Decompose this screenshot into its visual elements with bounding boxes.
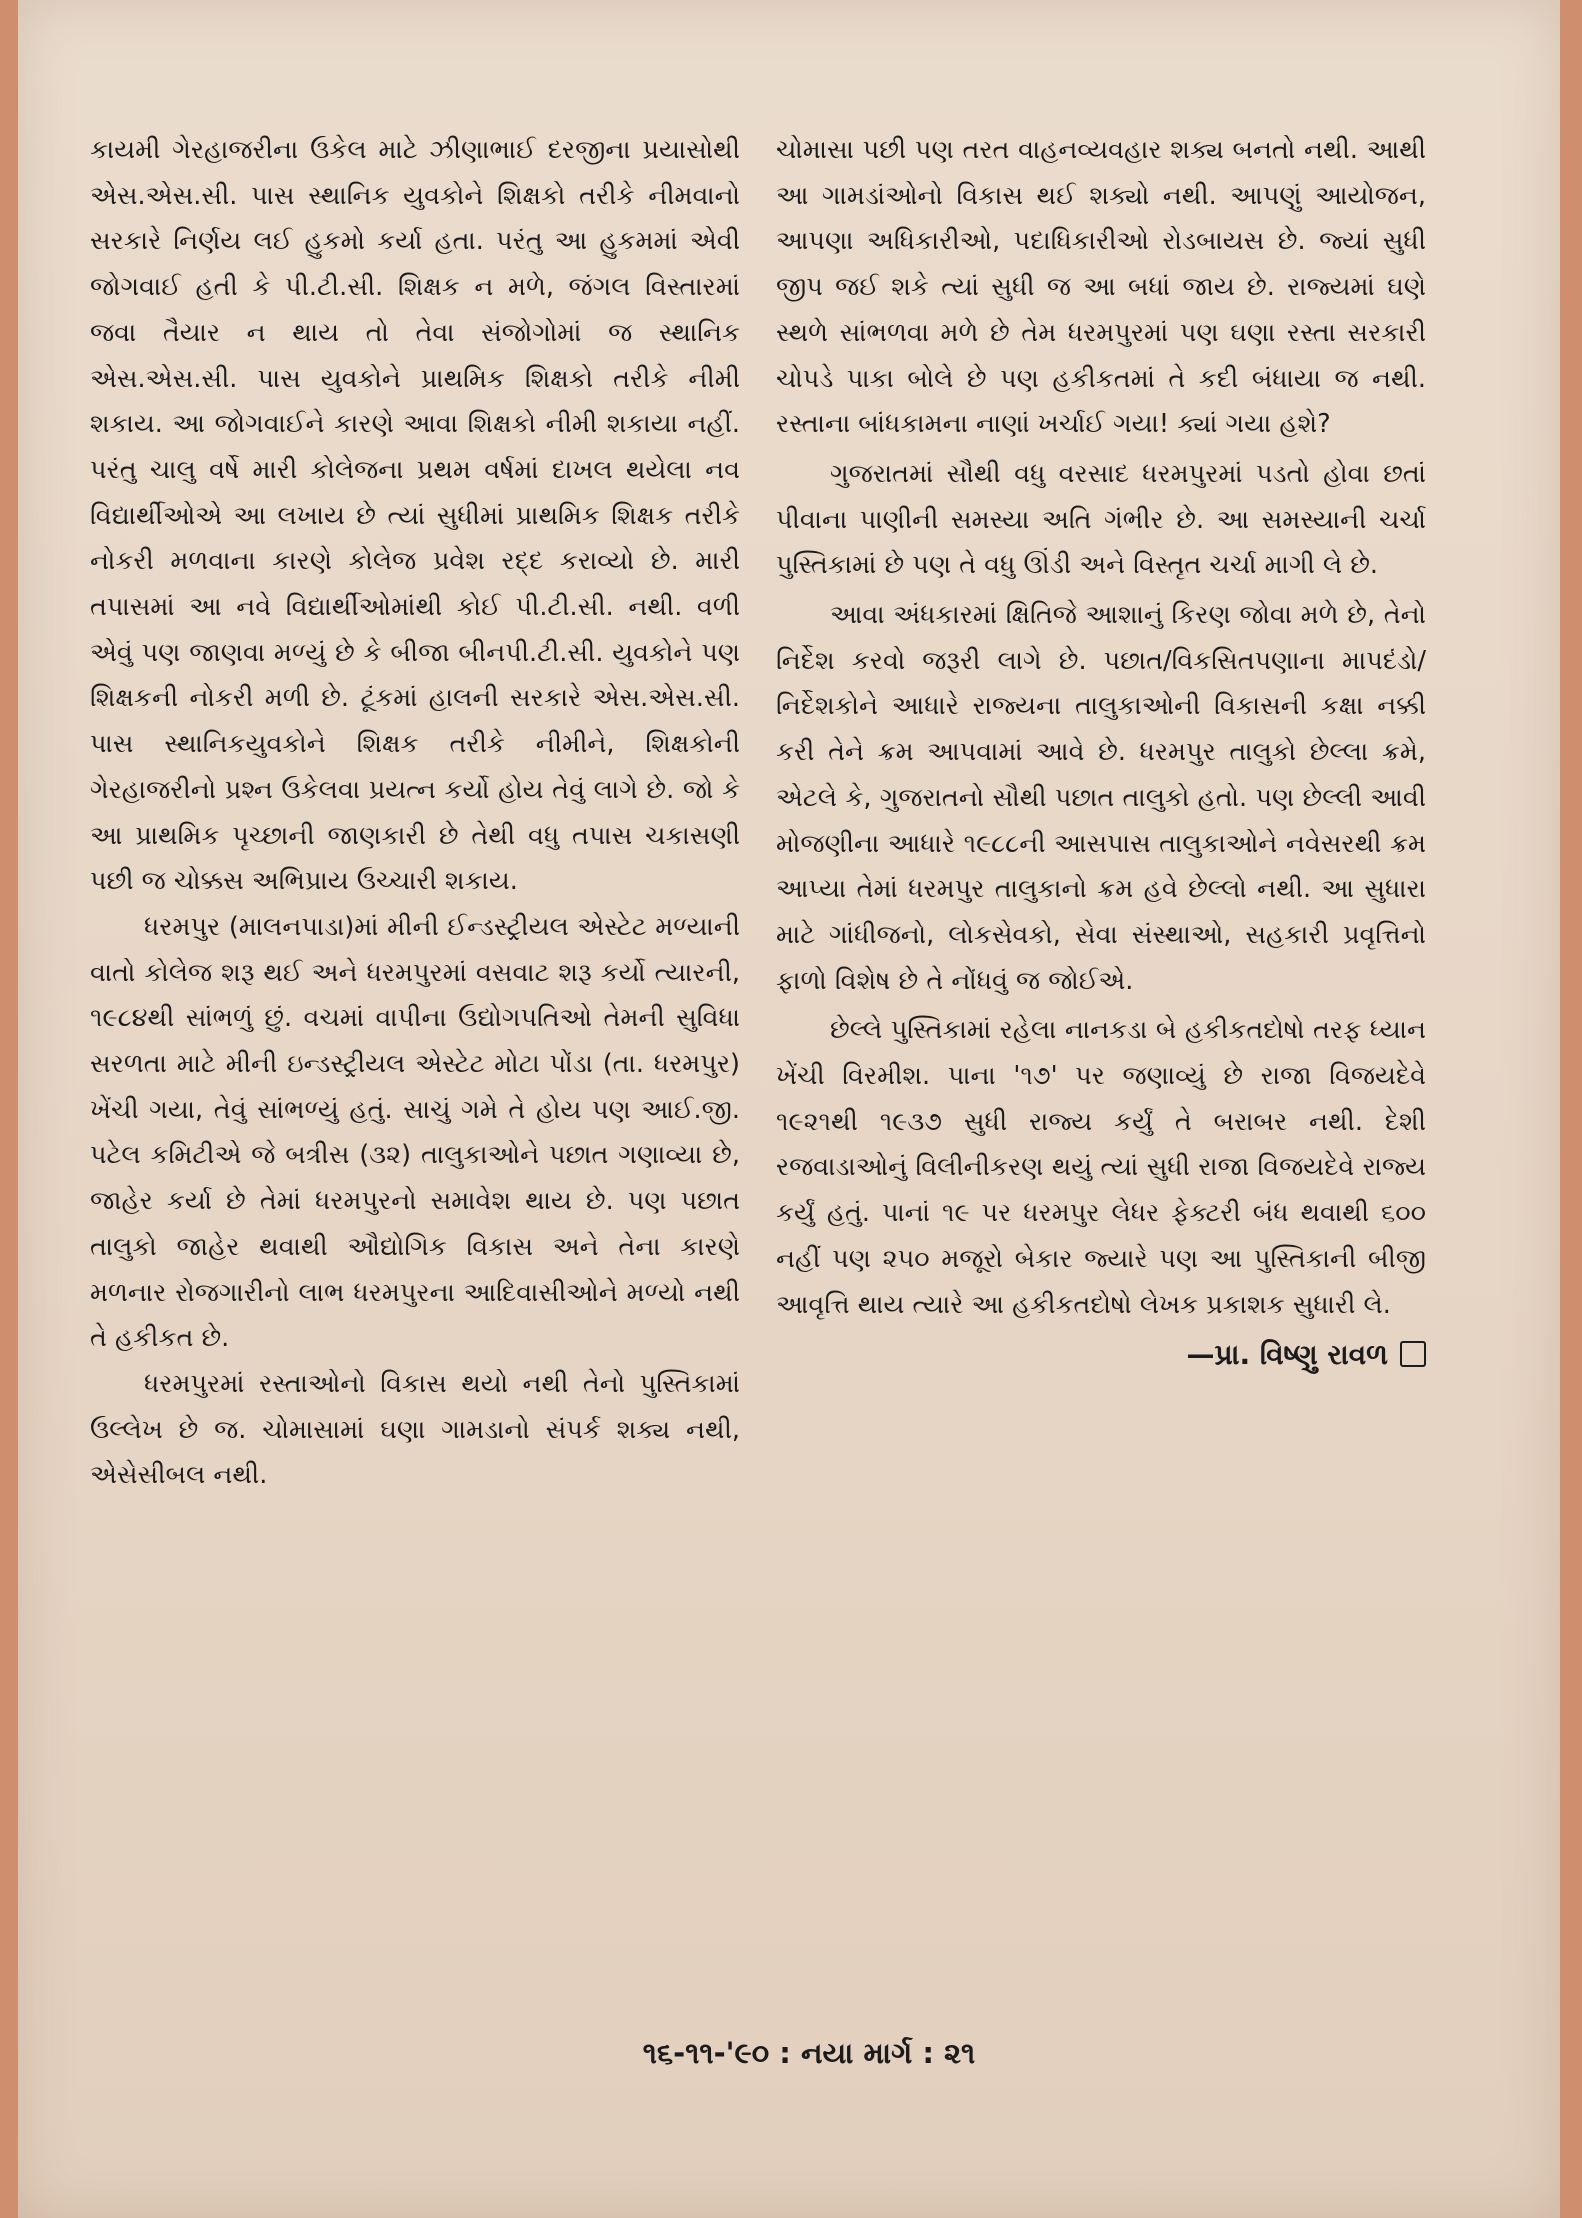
page-footer: ૧૬-૧૧-'૯૦ : નયા માર્ગ : ૨૧ bbox=[642, 2036, 976, 2070]
paragraph-industrial-estate: ધરમપુર (માલનપાડા)માં મીની ઈન્ડસ્ટ્રીયલ એસ્ટેટ મળ્યાની વાતો કોલેજ શરૂ થઈ અને ધરમપુરમાં વસવાટ શરૂ કર્યો ત્યારની, ૧૯૮૪થી સાંભળું છું. વચમાં વાપીના ઉદ્યોગપતિઓ તેમની સુવિધા સરળતા માટે મીની ઇન્ડસ્ટ્રીયલ એસ્ટેટ મોટા પોંડા (તા. ધરમપુર) ખેંચી ગયા, તેવું સાંભળ્યું હતું. સાચું ગમે તે હોય પણ આઈ.જી. પટેલ કમિટીએ જે બત્રીસ (૩૨) તાલુકાઓને પછાત ગણાવ્યા છે, જાહેર કર્યા છે તેમાં ધરમપુરનો સમાવેશ થાય છે. પણ પછાત તાલુકો જાહેર થવાથી ઔદ્યોગિક વિકાસ અને તેના કારણે મળનાર રોજગારીનો લાભ ધરમપુરના આદિવાસીઓને મળ્યો નથી તે હકીકત છે. bbox=[90, 911, 740, 1354]
paragraph-drinking-water: ગુજરાતમાં સૌથી વધુ વરસાદ ધરમપુરમાં પડતો હોવા છતાં પીવાના પાણીની સમસ્યા અતિ ગંભીર છે. આ સમસ્યાની ચર્ચા પુસ્તિકામાં છે પણ તે વધુ ઊંડી અને વિસ્તૃત ચર્ચા માગી લે છે. bbox=[776, 458, 1426, 581]
paragraph-factual-errors: છેલ્લે પુસ્તિકામાં રહેલા નાનકડા બે હકીકતદોષો તરફ ધ્યાન ખેંચી વિરમીશ. પાના '૧૭' પર જણાવ્યું છે રાજા વિજયદેવે ૧૯૨૧થી ૧૯૩૭ સુધી રાજ્ય કર્યું તે બરાબર નથી. દેશી રજવાડાઓનું વિલીનીકરણ થયું ત્યાં સુધી રાજા વિજયદેવે રાજ્ય કર્યું હતું. પાનાં ૧૯ પર ધરમપુર લેધર ફેક્ટરી બંધ થવાથી ૬૦૦ નહીં પણ ૨૫૦ મજૂરો બેકાર જ્યારે પણ આ પુસ્તિકાની બીજી આવૃત્તિ થાય ત્યારે આ હકીકતદોષો લેખક પ્રકાશક સુધારી લે. bbox=[776, 1015, 1426, 1320]
square-end-mark-icon bbox=[1400, 1341, 1426, 1367]
paragraph-teacher-absence: કાયમી ગેરહાજરીના ઉકેલ માટે ઝીણાભાઈ દરજીના પ્રયાસોથી એસ.એસ.સી. પાસ સ્થાનિક યુવકોને શિક્ષકો તરીકે નીમવાનો સરકારે નિર્ણય લઈ હુકમો કર્યા હતા. પરંતુ આ હુકમમાં એવી જોગવાઈ હતી કે પી.ટી.સી. શિક્ષક ન મળે, જંગલ વિસ્તારમાં જવા તૈયાર ન થાય તો તેવા સંજોગોમાં જ સ્થાનિક એસ.એસ.સી. પાસ યુવકોને પ્રાથમિક શિક્ષકો તરીકે નીમી શકાય. આ જોગવાઈને કારણે આવા શિક્ષકો નીમી શકાયા નહીં. પરંતુ ચાલુ વર્ષે મારી કોલેજના પ્રથમ વર્ષમાં દાખલ થયેલા નવ વિદ્યાર્થીઓએ આ લખાય છે ત્યાં સુધીમાં પ્રાથમિક શિક્ષક તરીકે નોકરી મળવાના કારણે કોલેજ પ્રવેશ રદ્દ કરાવ્યો છે. મારી તપાસમાં આ નવે વિદ્યાર્થીઓમાંથી કોઈ પી.ટી.સી. નથી. વળી એવું પણ જાણવા મળ્યું છે કે બીજા બીનપી.ટી.સી. યુવકોને પણ શિક્ષકની નોકરી મળી છે. ટૂંકમાં હાલની સરકારે એસ.એસ.સી. પાસ સ્થાનિકયુવકોને શિક્ષક તરીકે નીમીને, શિક્ષકોની ગેરહાજરીનો પ્રશ્ન ઉકેલવા પ્રયત્ન કર્યો હોય તેવું લાગે છે. જો કે આ પ્રાથમિક પૃચ્છાની જાણકારી છે તેથી વધુ તપાસ ચકાસણી પછી જ ચોક્કસ અભિપ્રાય ઉચ્ચારી શકાય. bbox=[90, 135, 740, 897]
right-column bbox=[776, 128, 1426, 1378]
author-name: —પ્રા. વિષ્ણુ રાવળ bbox=[1186, 1338, 1388, 1372]
paragraph-monsoon-roads: ચોમાસા પછી પણ તરત વાહનવ્યવહાર શક્ય બનતો નથી. આથી આ ગામડાંઓનો વિકાસ થઈ શક્યો નથી. આપણું આયોજન, આપણા અધિકારીઓ, પદાધિકારીઓ રોડબાયસ છે. જ્યાં સુધી જીપ જઈ શકે ત્યાં સુધી જ આ બધાં જાય છે. રાજ્યમાં ઘણે સ્થળે સાંભળવા મળે છે તેમ ધરમપુરમાં પણ ઘણા રસ્તા સરકારી ચોપડે પાકા બોલે છે પણ હકીકતમાં તે કદી બંધાયા જ નથી. રસ્તાના બાંધકામના નાણાં ખર્ચાઈ ગયા! ક્યાં ગયા હશે? bbox=[776, 135, 1426, 440]
magazine-page bbox=[18, 0, 1560, 2218]
left-column bbox=[90, 128, 740, 1499]
paragraph-ray-of-hope: આવા અંધકારમાં ક્ષિતિજે આશાનું કિરણ જોવા મળે છે, તેનો નિર્દેશ કરવો જરૂરી લાગે છે. પછાત/વિકસિતપણાના માપદંડો/નિર્દેશકોને આધારે રાજ્યના તાલુકાઓની વિકાસની કક્ષા નક્કી કરી તેને ક્રમ આપવામાં આવે છે. ધરમપુર તાલુકો છેલ્લા ક્રમે, એટલે કે, ગુજરાતનો સૌથી પછાત તાલુકો હતો. પણ છેલ્લી આવી મોજણીના આધારે ૧૯૮૮ની આસપાસ તાલુકાઓને નવેસરથી ક્રમ આપ્યા તેમાં ધરમપુર તાલુકાનો ક્રમ હવે છેલ્લો નથી. આ સુધારા માટે ગાંધીજનો, લોકસેવકો, સેવા સંસ્થાઓ, સહકારી પ્રવૃત્તિનો ફાળો વિશેષ છે તે નોંધવું જ જોઈએ. bbox=[776, 600, 1426, 996]
paragraph-roads: ધરમપુરમાં રસ્તાઓનો વિકાસ થયો નથી તેનો પુસ્તિકામાં ઉલ્લેખ છે જ. ચોમાસામાં ઘણા ગામડાનો સંપર્ક શક્ય નથી, એસેસીબલ નથી. bbox=[90, 1368, 740, 1491]
author-signature bbox=[776, 1332, 1426, 1378]
